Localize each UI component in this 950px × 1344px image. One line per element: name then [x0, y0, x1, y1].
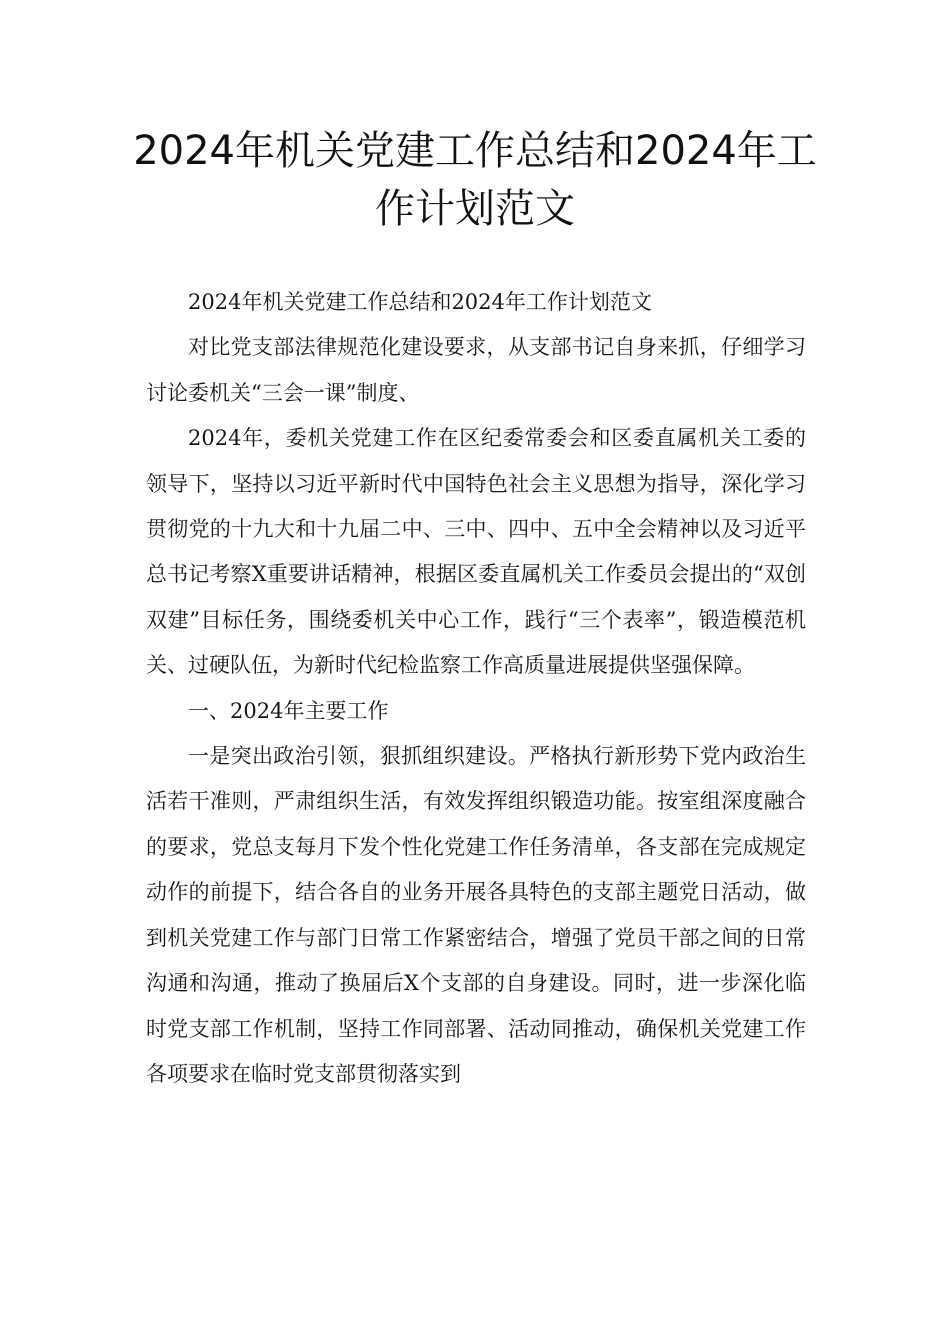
document-title: [120, 122, 830, 238]
document-body: [146, 280, 806, 1097]
document-title-line-1: 2024年机关党建工作总结和2024年工: [133, 128, 817, 174]
paragraph-intro: 对比党支部法律规范化建设要求，从支部书记自身来抓，仔细学习讨论委机关“三会一课”制度、: [146, 335, 806, 405]
section-heading: 一、2024年主要工作: [188, 698, 389, 723]
paragraph-overview: 2024年，委机关党建工作在区纪委常委会和区委直属机关工委的领导下，坚持以习近平新时代中国特色社会主义思想为指导，深化学习贯彻党的十九大和十九届二中、三中、四中、五中全会精神以及习近平总书记考察X重要讲话精神，根据区委直属机关工作委员会提出的“双创双建”目标任务，围绕委机关中心工作，践行“三个表率”，锻造模范机关、过硬队伍，为新时代纪检监察工作高质量进展提供坚强保障。: [146, 426, 806, 678]
paragraph-first-point: 一是突出政治引领，狠抓组织建设。严格执行新形势下党内政治生活若干准则，严肃组织生活，有效发挥组织锻造功能。按室组深度融合的要求，党总支每月下发个性化党建工作任务清单，各支部在完成规定动作的前提下，结合各自的业务开展各具特色的支部主题党日活动，做到机关党建工作与部门日常工作紧密结合，增强了党员干部之间的日常沟通和沟通，推动了换届后X个支部的自身建设。同时，进一步深化临时党支部工作机制，坚持工作同部署、活动同推动，确保机关党建工作各项要求在临时党支部贯彻落实到: [146, 744, 806, 1086]
document-title-line-2: 作计划范文: [375, 186, 575, 232]
paragraph-heading-repeat: 2024年机关党建工作总结和2024年工作计划范文: [188, 290, 652, 314]
